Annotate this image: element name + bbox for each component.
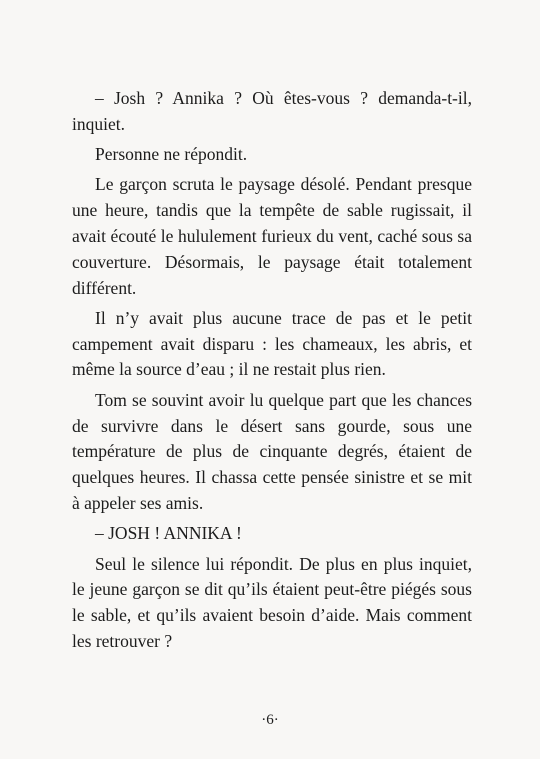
body-text	[72, 86, 472, 659]
paragraph-3: Le garçon scruta le paysage désolé. Pendant presque une heure, tandis que la tempête de sable rugissait, il avait écouté le hululement furieux du vent, caché sous sa couverture. Désormais, le paysage était totalement différent.	[72, 174, 472, 298]
paragraph-5: Tom se souvint avoir lu quelque part que les chances de survivre dans le désert sans gourde, sous une température de plus de cinquante degrés, étaient de quelques heures. Il chassa cette pensée sinistre et se mit à appeler ses amis.	[72, 389, 472, 513]
paragraph-7: Seul le silence lui répondit. De plus en plus inquiet, le jeune garçon se dit qu’ils étaient peut-être piégés sous le sable, et qu’ils avaient besoin d’aide. Mais comment les retrouver ?	[72, 553, 472, 651]
paragraph-4: Il n’y avait plus aucune trace de pas et le petit campement avait disparu : les chameaux, les abris, et même la source d’eau ; il ne restait plus rien.	[72, 307, 472, 380]
paragraph-6: – JOSH ! ANNIKA !	[95, 523, 242, 544]
paragraph-1: – Josh ? Annika ? Où êtes-vous ? demanda-t-il, inquiet.	[72, 88, 472, 134]
paragraph-2: Personne ne répondit.	[95, 144, 248, 165]
page-number: ·6·	[261, 712, 279, 728]
